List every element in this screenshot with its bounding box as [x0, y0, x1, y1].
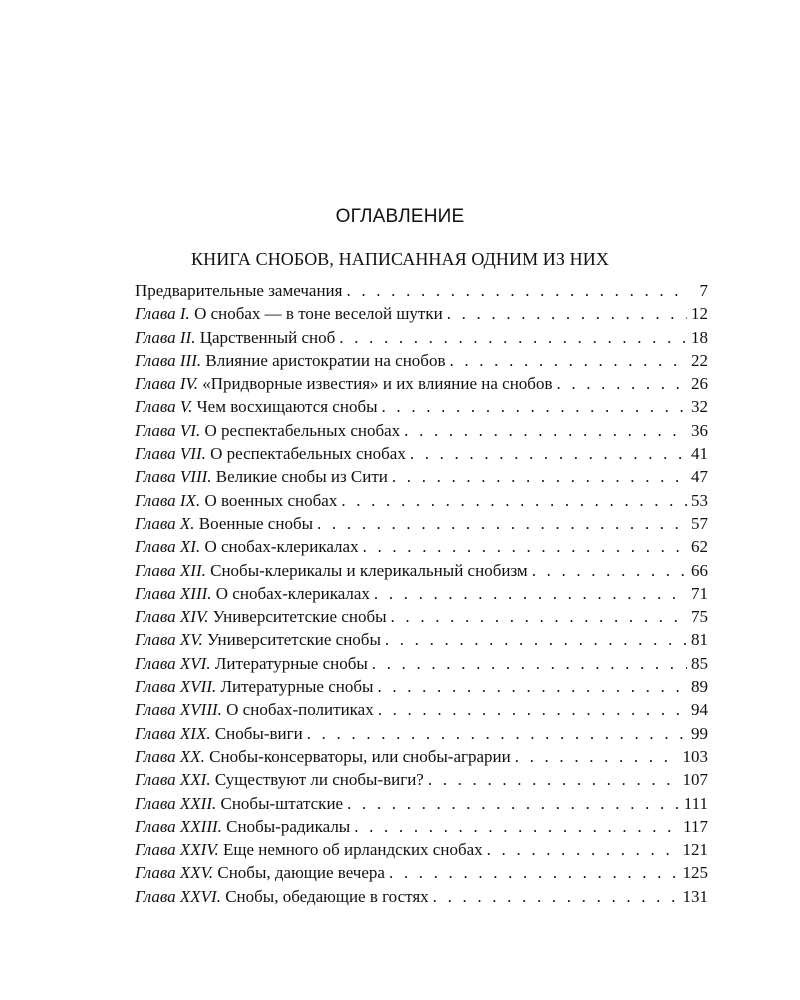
toc-entry-chapter-10 — [135, 512, 708, 535]
toc-entry-title: Снобы, дающие вечера — [217, 863, 385, 883]
dot-leader — [346, 279, 690, 302]
toc-entry-title: Снобы-консерваторы, или снобы-аграрии — [209, 746, 511, 766]
toc-entry-page: 41 — [691, 444, 708, 464]
dot-leader — [378, 698, 687, 721]
toc-entry-chapter-17 — [135, 675, 708, 698]
dot-leader — [341, 489, 687, 512]
toc-entry-chapter: Глава XV. — [135, 630, 203, 650]
dot-leader — [447, 302, 687, 325]
toc-entry-title: «Придворные известия» и их влияние на снобов — [202, 374, 553, 394]
toc-entry-chapter-7 — [135, 442, 708, 465]
book-section-title: КНИГА СНОБОВ, НАПИСАННАЯ ОДНИМ ИЗ НИХ — [191, 249, 609, 269]
toc-entry-chapter-4 — [135, 372, 708, 395]
toc-entry-chapter-9 — [135, 489, 708, 512]
toc-entry-chapter-5 — [135, 395, 708, 418]
toc-entry-page: 66 — [691, 560, 708, 580]
dot-leader — [404, 419, 687, 442]
dot-leader — [389, 861, 679, 884]
dot-leader — [385, 628, 687, 651]
toc-entry-chapter-16 — [135, 652, 708, 675]
toc-entry-chapter-18 — [135, 698, 708, 721]
toc-entry-chapter-15 — [135, 628, 708, 651]
toc-entry-chapter-22 — [135, 792, 708, 815]
toc-entry-title: Литературные снобы — [214, 653, 368, 673]
toc-entry-title: О снобах-клерикалах — [215, 583, 370, 603]
dot-leader — [487, 838, 679, 861]
toc-entry-page: 18 — [691, 327, 708, 347]
toc-entry-title: Снобы, обедающие в гостях — [225, 886, 429, 906]
dot-leader — [410, 442, 687, 465]
toc-entry-page: 125 — [682, 863, 708, 883]
toc-entry-title: Великие снобы из Сити — [215, 467, 388, 487]
toc-entry-chapter: Глава XXII. — [135, 793, 217, 813]
toc-entry-chapter-21 — [135, 768, 708, 791]
toc-entry-title: О респектабельных снобах — [204, 420, 401, 440]
dot-leader — [377, 675, 687, 698]
toc-entry-title: Влияние аристократии на снобов — [205, 350, 446, 370]
toc-entry-chapter: Глава XIX. — [135, 723, 211, 743]
toc-entry-page: 22 — [691, 350, 708, 370]
dot-leader — [347, 792, 680, 815]
toc-entry-page: 99 — [691, 723, 708, 743]
toc-entry-title: Предварительные замечания — [135, 281, 343, 300]
toc-entry-title: Снобы-штатские — [220, 793, 344, 813]
toc-entry-chapter-14 — [135, 605, 708, 628]
toc-entry-chapter: Глава VIII. — [135, 467, 212, 487]
toc-entry-page: 131 — [682, 886, 708, 906]
toc-entry-chapter: Глава XVI. — [135, 653, 211, 673]
dot-leader — [354, 815, 679, 838]
toc-entry-page: 75 — [691, 607, 708, 627]
toc-entry-chapter: Глава XXIV. — [135, 840, 219, 860]
toc-entry-chapter-23 — [135, 815, 708, 838]
toc-entry-page: 94 — [691, 700, 708, 720]
toc-entry-page: 12 — [691, 304, 708, 324]
toc-entry-title: О военных снобах — [204, 490, 338, 510]
toc-entry-chapter: Глава XXIII. — [135, 816, 222, 836]
toc-entry-chapter: Глава X. — [135, 513, 195, 533]
toc-entry-chapter: Глава XXI. — [135, 770, 211, 790]
toc-entry-title: Снобы-виги — [214, 723, 303, 743]
dot-leader — [382, 395, 687, 418]
toc-entry-page: 85 — [691, 653, 708, 673]
dot-leader — [428, 768, 679, 791]
toc-entry-chapter-25 — [135, 861, 708, 884]
toc-entry-page: 71 — [691, 583, 708, 603]
dot-leader — [307, 722, 687, 745]
dot-leader — [515, 745, 679, 768]
toc-entry-chapter: Глава XI. — [135, 537, 201, 557]
toc-entry-page: 89 — [691, 677, 708, 697]
toc-entry-chapter: Глава XX. — [135, 746, 205, 766]
toc-entry-chapter-12 — [135, 559, 708, 582]
toc-entry-chapter: Глава II. — [135, 327, 196, 347]
toc-entry-title: Еще немного об ирландских снобах — [223, 840, 483, 860]
toc-entry-chapter: Глава XVIII. — [135, 700, 222, 720]
toc-entry-chapter: Глава I. — [135, 304, 190, 324]
dot-leader — [372, 652, 687, 675]
toc-entry-title: Царственный сноб — [199, 327, 336, 347]
toc-entry-title: О респектабельных снобах — [210, 444, 406, 464]
dot-leader — [433, 885, 679, 908]
dot-leader — [339, 326, 687, 349]
toc-entry-title: О снобах-клерикалах — [204, 537, 359, 557]
toc-entry-chapter: Глава XVII. — [135, 677, 217, 697]
page-title: ОГЛАВЛЕНИЕ — [335, 206, 465, 227]
toc-entry-chapter: Глава XII. — [135, 560, 206, 580]
toc-entry-title: Военные снобы — [198, 513, 314, 533]
toc-entry-chapter: Глава XXV. — [135, 863, 214, 883]
toc-entry-chapter-2 — [135, 326, 708, 349]
toc-entry-page: 7 — [699, 281, 708, 300]
toc-entry-preface — [135, 279, 708, 302]
toc-entry-page: 111 — [683, 793, 708, 813]
toc-entry-chapter-26 — [135, 885, 708, 908]
dot-leader — [374, 582, 687, 605]
toc-entry-chapter: Глава XXVI. — [135, 886, 221, 906]
toc-entry-title: Чем восхищаются снобы — [196, 397, 378, 417]
toc-entry-page: 81 — [691, 630, 708, 650]
toc-entry-page: 117 — [683, 816, 708, 836]
toc-entry-title: О снобах-политиках — [226, 700, 374, 720]
dot-leader — [449, 349, 687, 372]
toc-entry-chapter-19 — [135, 722, 708, 745]
toc-entry-chapter: Глава VI. — [135, 420, 201, 440]
toc-entry-chapter-11 — [135, 535, 708, 558]
toc-entry-chapter: Глава IX. — [135, 490, 201, 510]
toc-entry-chapter-1 — [135, 302, 708, 325]
toc-entry-page: 107 — [682, 770, 708, 790]
toc-entry-chapter-3 — [135, 349, 708, 372]
toc-entry-page: 26 — [691, 374, 708, 394]
dot-leader — [532, 559, 687, 582]
toc-entry-page: 57 — [691, 513, 708, 533]
table-of-contents — [135, 279, 708, 908]
toc-entry-page: 32 — [691, 397, 708, 417]
toc-entry-title: Литературные снобы — [220, 677, 374, 697]
toc-entry-chapter-6 — [135, 419, 708, 442]
dot-leader — [392, 465, 687, 488]
toc-entry-page: 62 — [691, 537, 708, 557]
toc-entry-page: 53 — [691, 490, 708, 510]
toc-entry-page: 103 — [682, 746, 708, 766]
toc-entry-title: Снобы-радикалы — [226, 816, 351, 836]
toc-entry-chapter-13 — [135, 582, 708, 605]
dot-leader — [391, 605, 687, 628]
toc-entry-chapter: Глава XIII. — [135, 583, 212, 603]
toc-entry-chapter: Глава III. — [135, 350, 202, 370]
toc-entry-chapter: Глава V. — [135, 397, 193, 417]
dot-leader — [556, 372, 687, 395]
toc-entry-chapter: Глава IV. — [135, 374, 199, 394]
toc-entry-page: 121 — [682, 840, 708, 860]
toc-entry-title: Университетские снобы — [206, 630, 381, 650]
toc-entry-chapter: Глава XIV. — [135, 607, 209, 627]
toc-entry-title: Университетские снобы — [212, 607, 387, 627]
toc-entry-title: Снобы-клерикалы и клерикальный снобизм — [210, 560, 528, 580]
toc-entry-chapter-24 — [135, 838, 708, 861]
toc-entry-title: О снобах — в тоне веселой шутки — [194, 304, 443, 324]
toc-entry-page: 36 — [691, 420, 708, 440]
dot-leader — [317, 512, 687, 535]
toc-entry-title: Существуют ли снобы-виги? — [214, 770, 424, 790]
toc-entry-page: 47 — [691, 467, 708, 487]
dot-leader — [363, 535, 687, 558]
toc-entry-chapter-20 — [135, 745, 708, 768]
toc-entry-chapter-8 — [135, 465, 708, 488]
toc-entry-chapter: Глава VII. — [135, 444, 206, 464]
